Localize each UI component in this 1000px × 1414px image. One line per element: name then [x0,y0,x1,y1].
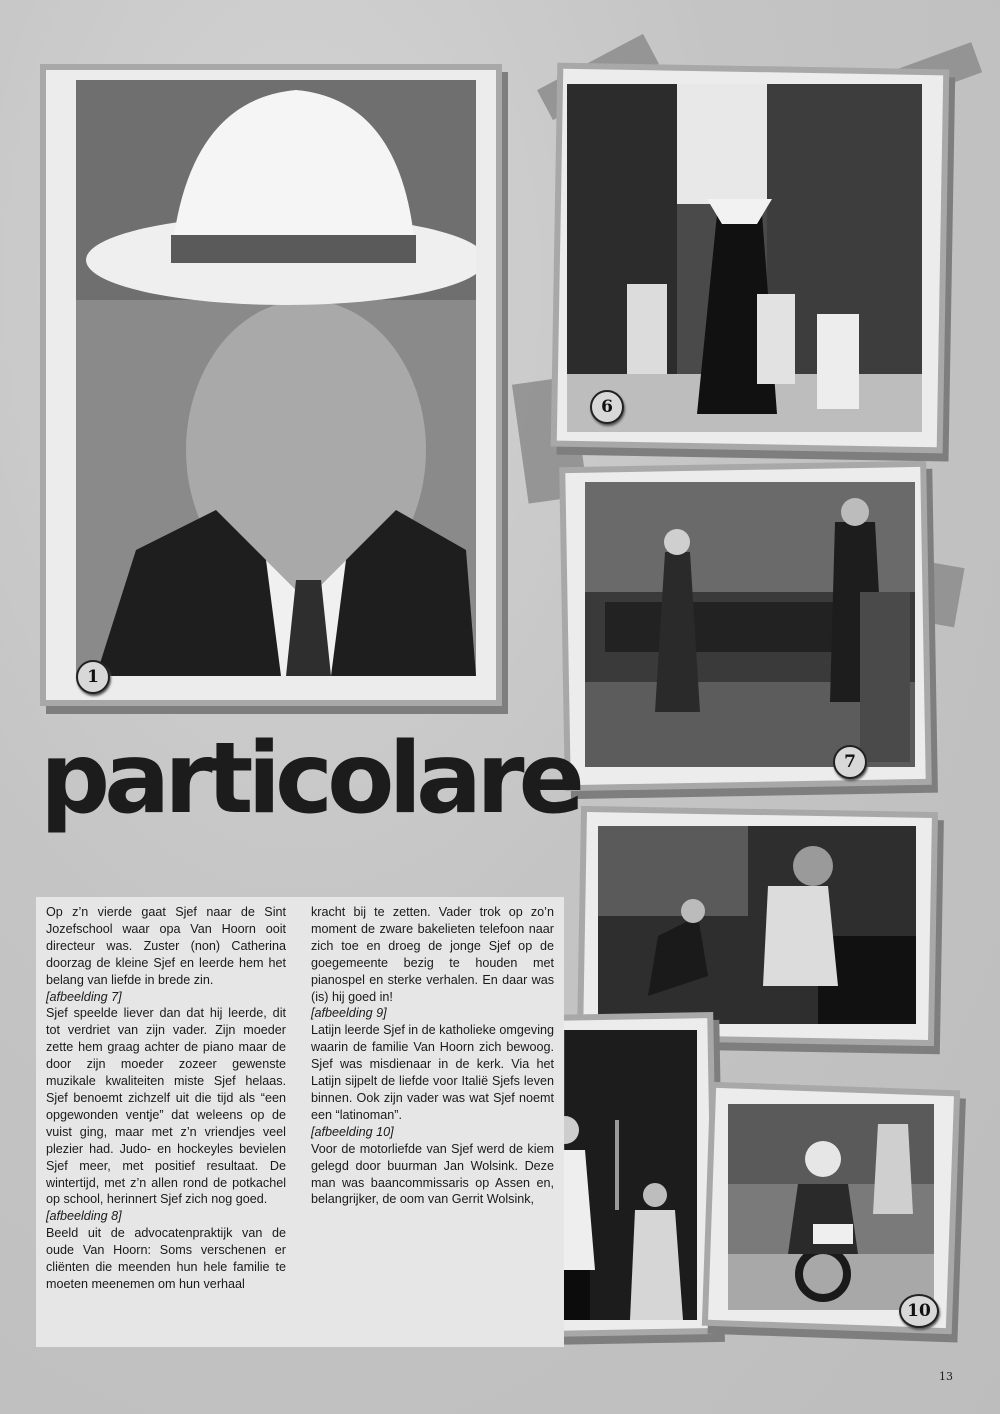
article-column-2 [311,904,554,1208]
piano-image [598,826,916,1024]
photo-10-motorbike [728,1104,934,1310]
street-scene-image [567,84,922,432]
photo-number-badge: 6 [590,390,624,424]
article-paragraph: Latijn leerde Sjef in de katholieke omgeving waarin de familie Van Hoorn zich bewoog. Sjef was misdienaar in de kerk. Via het Latijn sijpelt de liefde voor Italië Sjefs leven binnen. Ook zijn vader was wat Sjef noemt een “latinoman”. [311,1023,554,1122]
photo-7-classroom [585,482,915,767]
image-reference: [afbeelding 8] [46,1209,122,1224]
page-number: 13 [939,1370,953,1383]
article-paragraph: Sjef speelde liever dan dat hij leerde, dit tot verdriet van zijn vader. Zijn moeder zette hem graag achter de piano maar de door zijn moeder zozeer gewenste muzikale kwaliteiten miste Sjef helaas. Sjef benoemt zichzelf uit die tijd als “een opgewonden ventje” dat weleens op de vuist ging, maar met z’n vriendjes veel plezier had. Judo- en hockeyles bevielen Sjef meer, met positief resultaat. De wintertijd, met z’n allen rond de potkachel op school, herinnert Sjef zich nog goed. [46,1006,286,1207]
page-title: particolare [40,722,579,836]
image-reference: [afbeelding 10] [311,1124,394,1139]
photo-number-badge: 7 [833,745,867,779]
motorbike-image [728,1104,934,1310]
photo-number-badge: 1 [76,660,110,694]
photo-number-badge: 10 [899,1294,939,1328]
article-paragraph: kracht bij te zetten. Vader trok op zo’n moment de zware bakelieten telefoon naar zich toe en droeg de jonge Sjef op de goegemeente bezig te houden met pianospel en sterke verhalen. En daar was (is) hij goed in! [311,905,554,1004]
article-paragraph: Op z’n vierde gaat Sjef naar de Sint Jozefschool waar opa Van Hoorn ooit directeur was. Zuster (non) Catherina doorzag de kleine Sjef en leerde hem het belang van liefde in brede zin. [46,905,286,987]
portrait-image [76,80,476,676]
article-paragraph: Beeld uit de advocatenpraktijk van de oude Van Hoorn: Soms verschenen er cliënten die meenden hun hele familie te moeten meenemen om hun verhaal [46,1226,286,1291]
photo-6-street-nun [567,84,922,432]
article-paragraph: Voor de motorliefde van Sjef werd de kiem gelegd door buurman Jan Wolsink. Deze man was baancommissaris op Assen en, belangrijker, de oom van Gerrit Wolsink, [311,1141,554,1207]
photo-9-piano [598,826,916,1024]
classroom-image [585,482,915,767]
image-reference: [afbeelding 7] [46,989,122,1004]
image-reference: [afbeelding 9] [311,1006,387,1021]
photo-1-portrait [76,80,476,676]
article-column-1 [46,904,286,1293]
